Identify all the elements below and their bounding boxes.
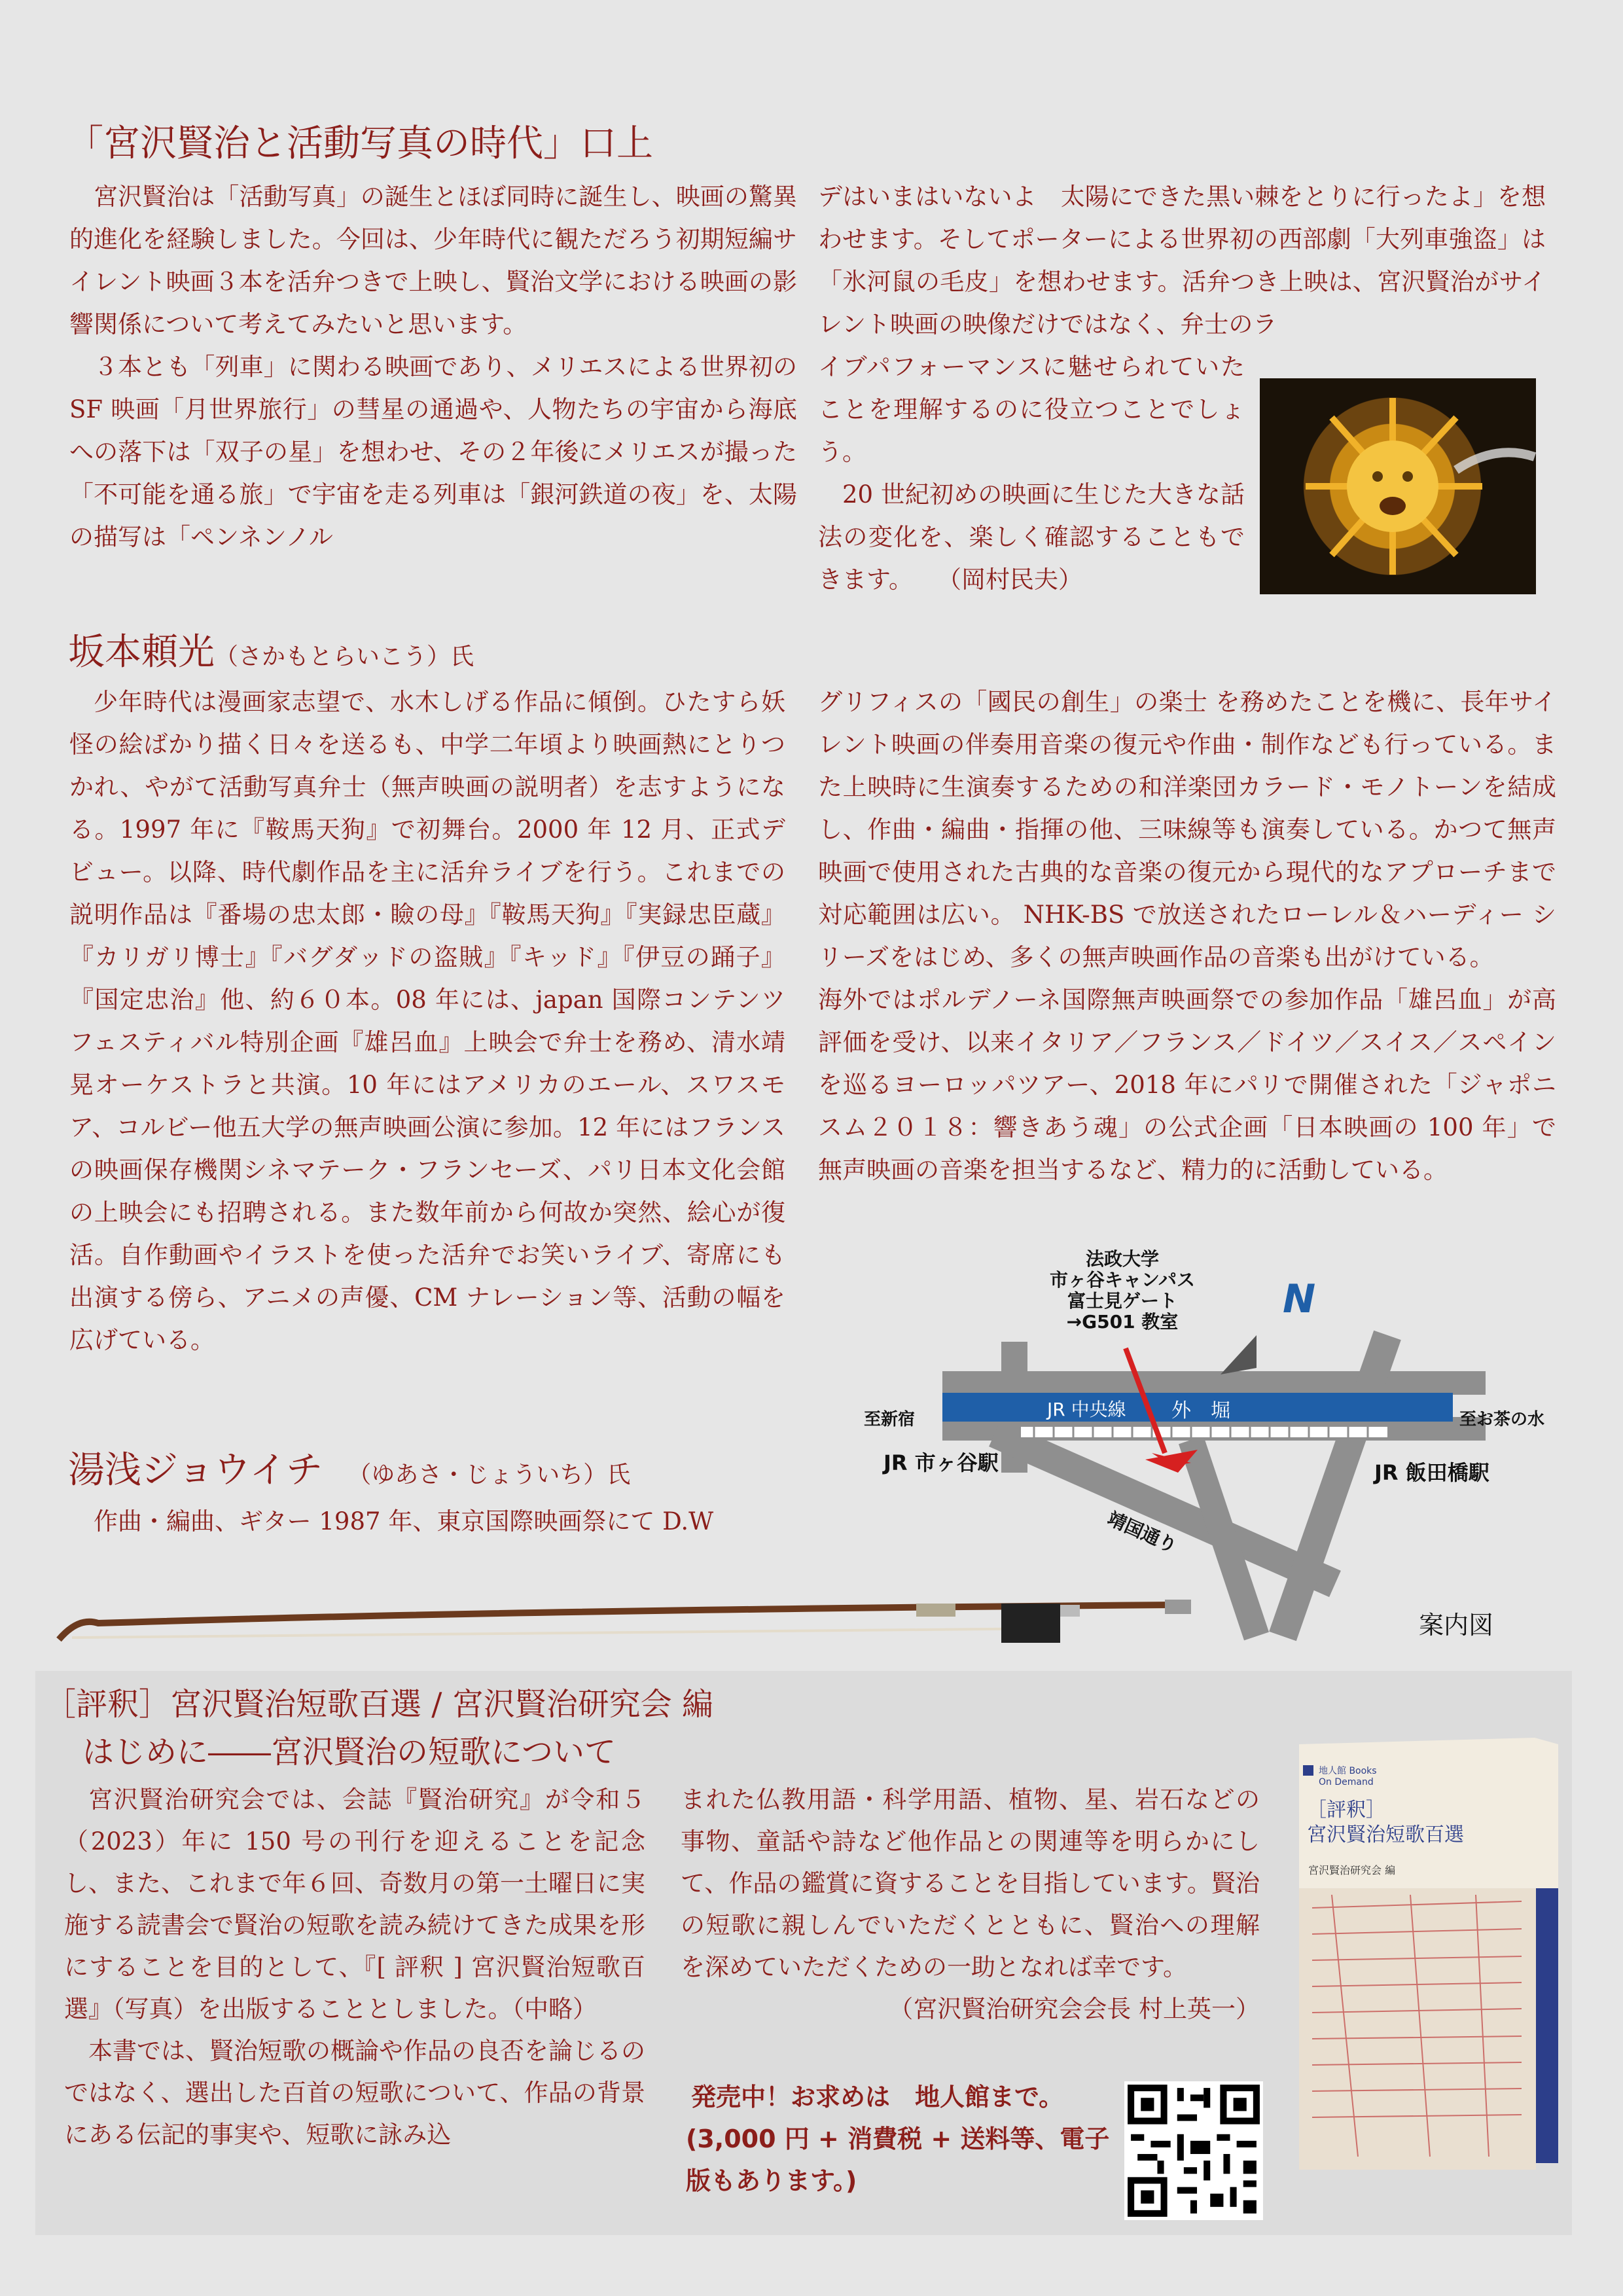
intro-paragraph-1: 宮沢賢治は「活動写真」の誕生とほぼ同時に誕生し、映画の驚異的進化を経験しました。今回は、少年時代に観ただろう初期短編サイレント映画３本を活弁つきで上映し、賢治文学における映画の影響関係について考えてみたいと思います。 (69, 183, 797, 338)
qr-code-icon (1124, 2081, 1263, 2220)
yasukuni-street-label: 靖国通り (1104, 1507, 1181, 1558)
book-section-subtitle: はじめに――宮沢賢治の短歌について (82, 1734, 616, 1770)
intro-right-paragraph-2: 20 世紀初めの映画に生じた大きな話法の変化を、楽しく確認することもできます。 （岡村民夫） (818, 480, 1245, 594)
sakamoto-name: 坂本頼光 (68, 631, 215, 673)
north-icon: N (1283, 1276, 1316, 1322)
sakamoto-heading (68, 630, 474, 680)
yuasa-heading (68, 1448, 630, 1498)
book-series: 地人館 Books On Demand (1319, 1766, 1377, 1787)
sale-info (686, 2076, 1118, 2202)
iidabashi-station-label: JR 飯田橋駅 (1374, 1460, 1489, 1485)
to-shinjuku-label: 至新宿 (864, 1410, 916, 1429)
sakamoto-bio-text: 少年時代は漫画家志望で、水木しげる作品に傾倒。ひたすら妖怪の絵ばかり描く日々を送るも、中学二年頃より映画熱にとりつかれ、やがて活動写真弁士（無声映画の説明者）を志すようになる。1997 年に『鞍馬天狗』で初舞台。2000 年 12 月、正式デビュー。以降、時代劇作品を主に活弁ライブを行う。これまでの説明作品は『番場の忠太郎・瞼の母』『鞍馬天狗』『実録忠臣蔵』『カリガリ博士』『バグダッドの盗賊』『キッド』『伊豆の踊子』『国定忠治』他、約６０本。08 年には、japan 国際コンテンツフェスティバル特別企画『雄呂血』上映会で弁士を務め、清水靖晃オーケストラと共演。10 年にはアメリカのエール、スワスモア、コルビー他五大学の無声映画公演に参加。12 年にはフランスの映画保存機関シネマテーク・フランセーズ、パリ日本文化会館の上映会にも招聘される。また数年前から何故か突然、絵心が復活。自作動画やイラストを使った活弁でお笑いライブ、寄席にも出演する傍ら、アニメの声優、CM ナレーション等、活動の幅を広げている。 (69, 688, 785, 1354)
map-caption: 案内図 (1419, 1611, 1494, 1640)
intro-right-column-narrow (818, 346, 1245, 607)
intro-right-narrow-text: イブパフォーマンスに魅せられていたことを理解するのに役立つことでしょう。 (818, 353, 1245, 466)
moat-label: 外 堀 (1171, 1399, 1230, 1422)
sun-rays-icon (1260, 378, 1536, 594)
bow-graphic (52, 1590, 1211, 1662)
sale-line-2: (3,000 円 + 消費税 + 送料等、電子版もあります。) (686, 2125, 1110, 2195)
book-intro-paragraph-2: 本書では、賢治短歌の概論や作品の良否を論じるのではなく、選出した百首の短歌について、作品の背景にある伝記的事実や、短歌に詠み込 (64, 2037, 645, 2149)
book-cover-editor: 宮沢賢治研究会 編 (1308, 1864, 1396, 1876)
intro-paragraph-2: ３本とも「列車」に関わる映画であり、メリエスによる世界初の SF 映画「月世界旅行」の彗星の通過や、人物たちの宇宙から海底への落下は「双子の星」を想わせ、その２年後にメリエスが撮った「不可能を通る旅」で宇宙を走る列車は「銀河鉄道の夜」を、太陽の描写は「ペンネンノル (69, 353, 797, 551)
yuasa-bio-continued (818, 681, 1556, 1276)
jr-chuo-line-label: JR 中央線 (1047, 1399, 1126, 1420)
sun-face-image (1260, 378, 1536, 594)
intro-right-text: デはいまはいないよ 太陽にできた黒い棘をとりに行ったよ」を想わせます。そしてポーターによる世界初の西部劇「大列車強盗」は「氷河鼠の毛皮」を想わせます。活弁つき上映は、宮沢賢治がサイレント映画の映像だけではなく、弁士のラ (818, 183, 1546, 338)
yuasa-bio-paragraph-2: 海外ではポルデノーネ国際無声映画祭での参加作品「雄呂血」が高評価を受け、以来イタリア／フランス／ドイツ／スイス／スペインを巡るヨーロッパツアー、2018 年にパリで開催された「ジャポニスム２０１８：響きあう魂」の公式企画「日本映画の 100 年」で無声映画の音楽を担当するなど、精力的に活動している。 (818, 986, 1556, 1184)
to-ochanomizu-label: 至お茶の水 (1459, 1410, 1545, 1429)
sakamoto-bio (69, 681, 785, 1414)
sakamoto-reading: （さかもとらいこう）氏 (215, 643, 474, 670)
intro-right-column-top (818, 175, 1546, 346)
yuasa-bio-start (69, 1500, 797, 1546)
intro-author: （岡村民夫） (949, 565, 1083, 594)
book-intro-paragraph-1: 宮沢賢治研究会では、会誌『賢治研究』が令和５（2023）年に 150 号の刊行を迎えることを記念し、また、これまで年６回、奇数月の第一土曜日に実施する読書会で賢治の短歌を読み続けてきた成果を形にすることを目的として、『[ 評釈 ] 宮沢賢治短歌百選』（写真）を出版することとしました。（中略） (64, 1785, 645, 2023)
sale-line-1: 発売中！お求めは 地人館まで。 (691, 2083, 1064, 2111)
book-intro-paragraph-3: まれた仏教用語・科学用語、植物、星、岩石などの事物、童話や詩など他作品との関連等を明らかにして、作品の鑑賞に資することを目指しています。賢治の短歌に親しんでいただくとともに、賢治への理解を深めていただくための一助となれば幸です。 (681, 1785, 1260, 1981)
intro-left-column (69, 175, 797, 601)
book-cover-title: ［評釈］ 宮沢賢治短歌百選 (1307, 1799, 1464, 1846)
yuasa-bio-start-text: 作曲・編曲、ギター 1987 年、東京国際映画祭にて D.W (94, 1507, 714, 1535)
book-section-title: ［評釈］宮沢賢治短歌百選 / 宮沢賢治研究会 編 (45, 1686, 713, 1723)
book-intro-left (64, 1779, 645, 2204)
venue-label: 法政大学 市ヶ谷キャンパス 富士見ゲート →G501 教室 (1049, 1248, 1196, 1333)
yuasa-name: 湯浅ジョウイチ (68, 1449, 323, 1492)
yuasa-reading: （ゆあさ・じょういち）氏 (359, 1462, 631, 1488)
ichigaya-station-label: JR 市ヶ谷駅 (883, 1450, 999, 1475)
book-intro-signature: （宮沢賢治研究会会長 村上英一） (889, 1995, 1260, 2023)
intro-title: 「宮沢賢治と活動写真の時代」口上 (67, 122, 653, 165)
qr-code[interactable] (1124, 2081, 1263, 2220)
violin-bow-image (52, 1590, 1211, 1662)
book-intro-right (681, 1779, 1260, 2073)
book-cover-image (1279, 1738, 1558, 2170)
yuasa-bio-paragraph-1: グリフィスの「國民の創生」の楽士 を務めたことを機に、長年サイレント映画の伴奏用音楽の復元や作曲・制作なども行っている。また上映時に生演奏するための和洋楽団カラード・モノトーンを結成し、作曲・編曲・指揮の他、三味線等も演奏している。かつて無声映画で使用された古典的な音楽の復元から現代的なアプローチまで対応範囲は広い。 NHK-BS で放送されたローレル＆ハーディー シリーズをはじめ、多くの無声映画作品の音楽も出がけている。 (818, 688, 1556, 971)
